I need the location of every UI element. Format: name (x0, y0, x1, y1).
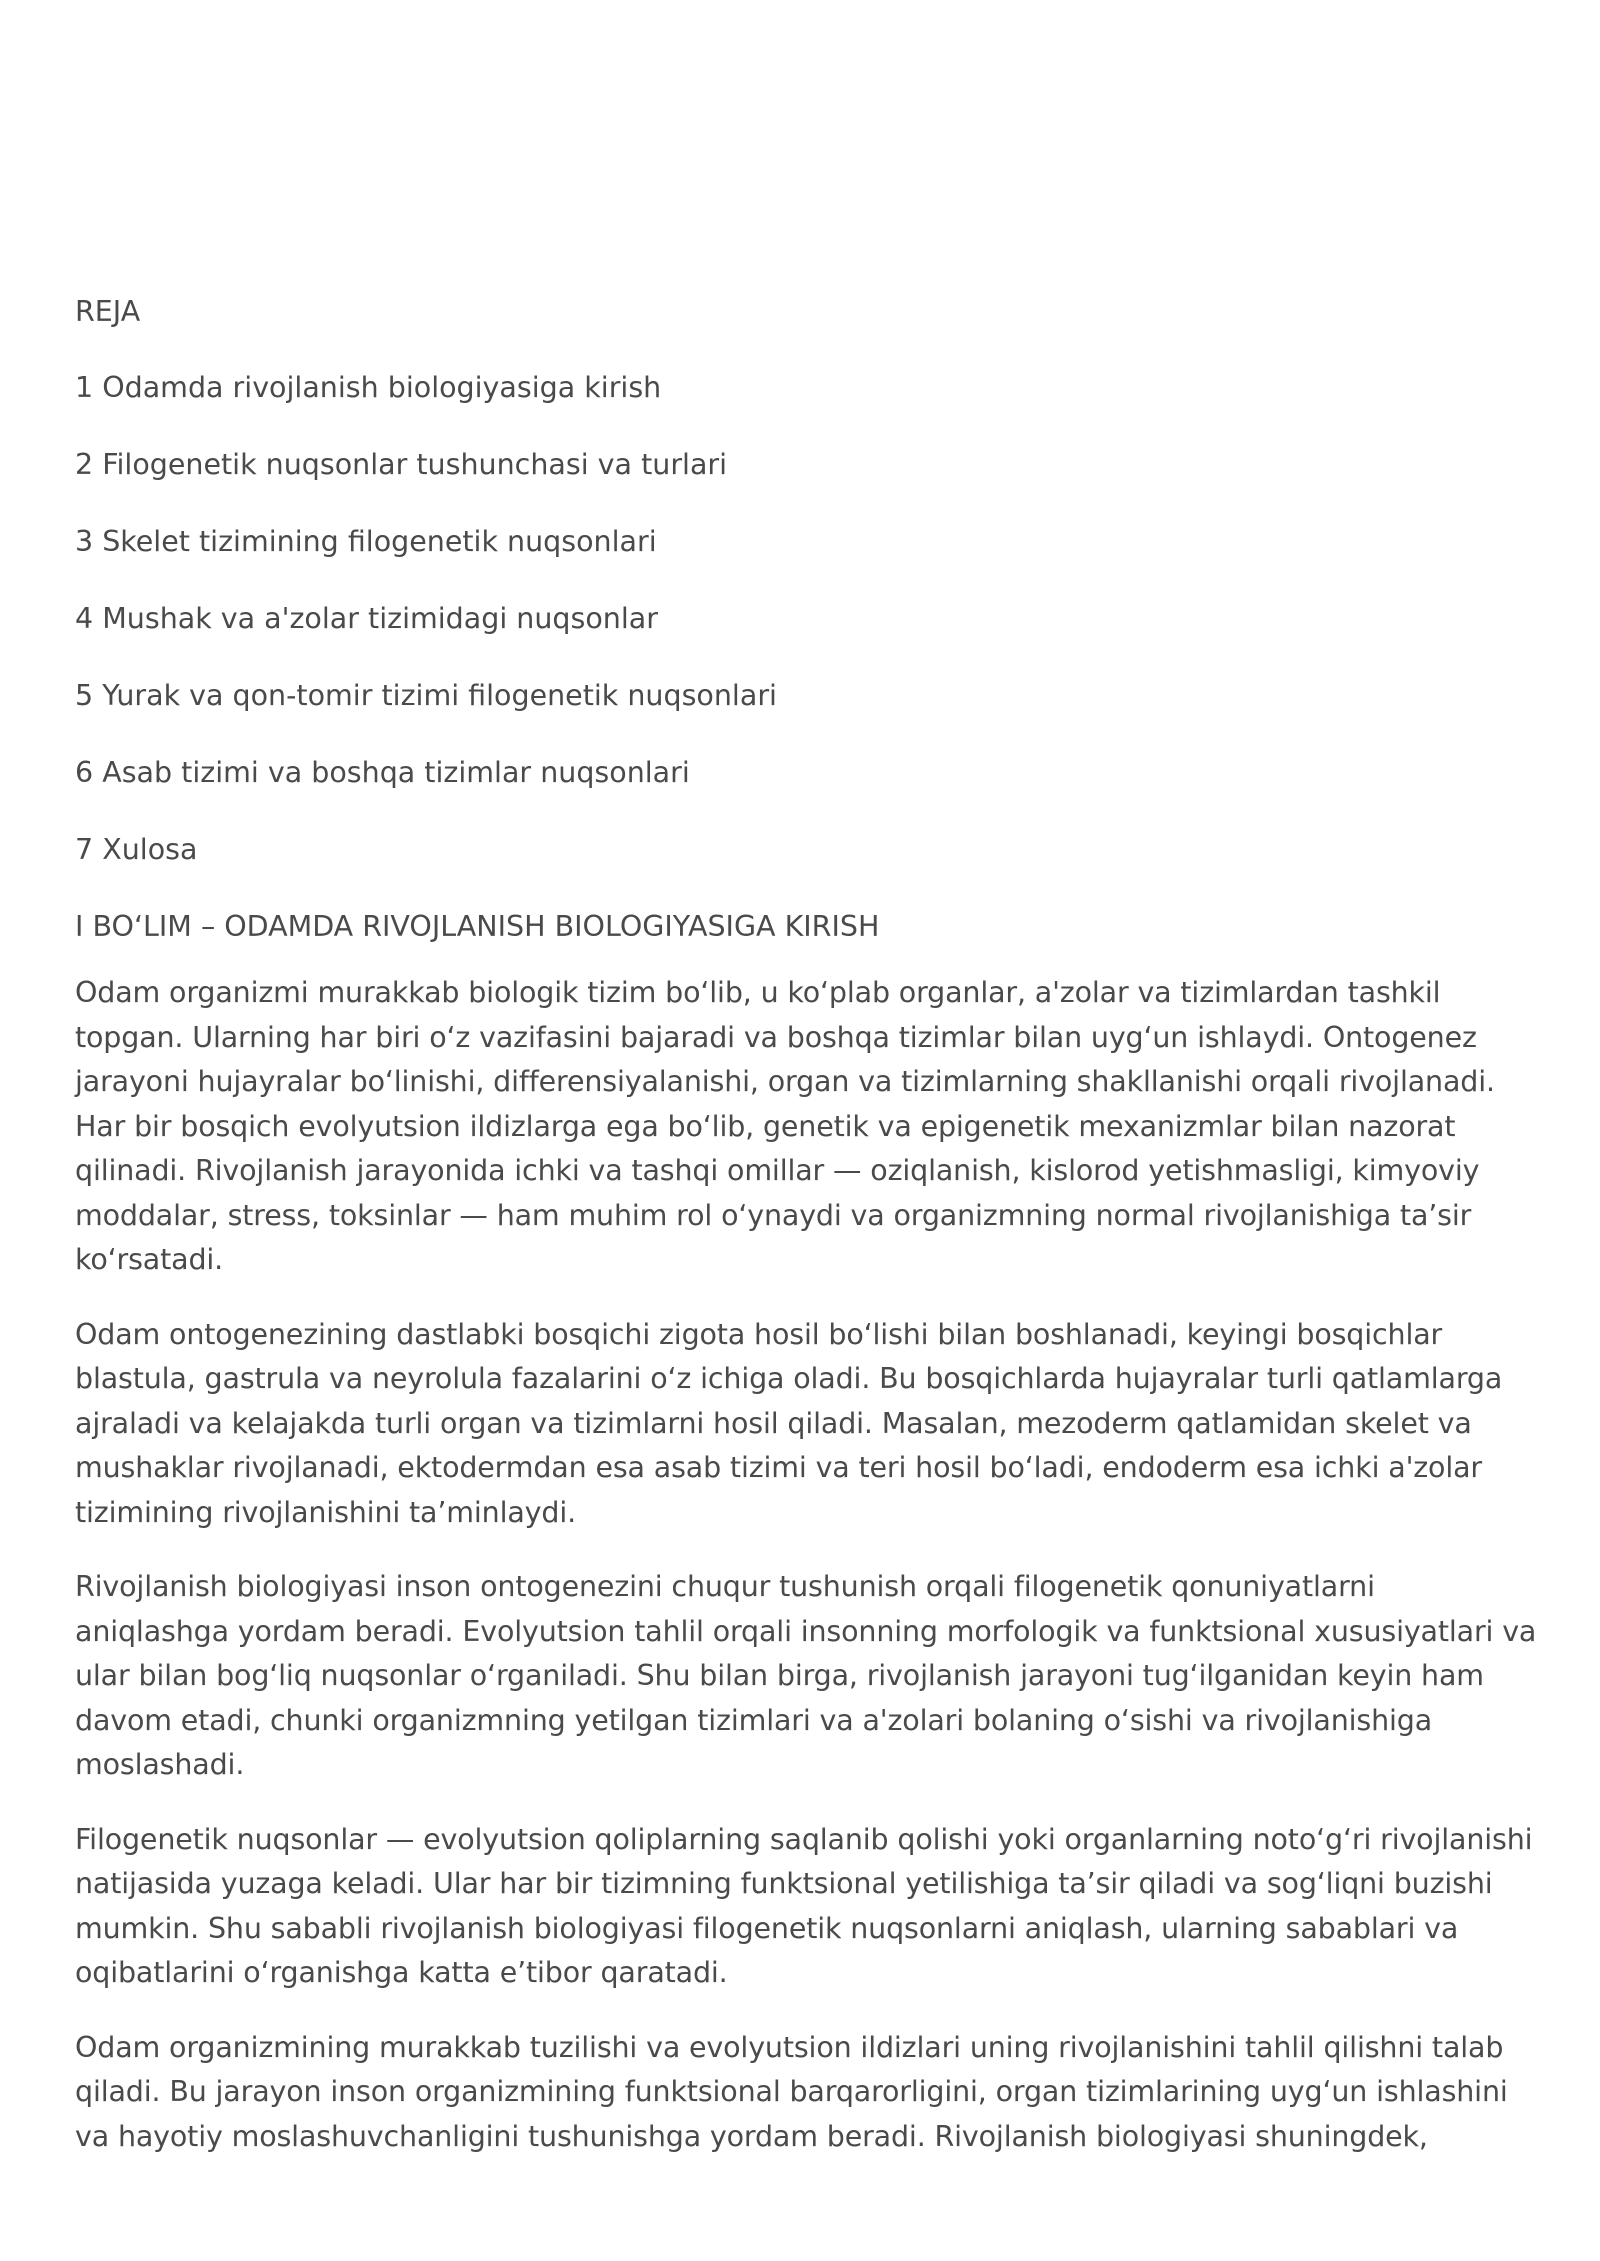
plan-item: 1 Odamda rivojlanish biologiyasiga kirish (75, 371, 662, 404)
plan-item: 6 Asab tizimi va boshqa tizimlar nuqsonlari (75, 756, 690, 789)
document-page (75, 292, 1537, 2189)
plan-item: 4 Mushak va a'zolar tizimidagi nuqsonlar (75, 602, 658, 635)
section-heading: I BO‘LIM – ODAMDA RIVOJLANISH BIOLOGIYASIGA KIRISH (75, 910, 880, 943)
plan-item: 5 Yurak va qon-tomir tizimi filogenetik nuqsonlari (75, 679, 777, 712)
paragraph: Rivojlanish biologiyasi inson ontogenezini chuqur tushunish orqali filogenetik qonuniyatlarni aniqlashga yordam beradi. Evolyutsion tahlil orqali insonning morfologik va funktsional xususiyatlari va ular bilan bog‘liq nuqsonlar o‘rganiladi. Shu bilan birga, rivojlanish jarayoni tug‘ilganidan keyin ham davom etadi, chunki organizmning yetilgan tizimlari va a'zolari bolaning o‘sishi va rivojlanishiga moslashadi. (75, 1570, 1537, 1781)
plan-item: 2 Filogenetik nuqsonlar tushunchasi va turlari (75, 448, 728, 481)
plan-item: 3 Skelet tizimining filogenetik nuqsonlari (75, 525, 657, 558)
paragraph: Odam organizmi murakkab biologik tizim bo‘lib, u ko‘plab organlar, a'zolar va tizimlardan tashkil topgan. Ularning har biri o‘z vazifasini bajaradi va boshqa tizimlar bilan uyg‘un ishlaydi. Ontogenez jarayoni hujayralar bo‘linishi, differensiyalanishi, organ va tizimlarning shakllanishi orqali rivojlanadi. Har bir bosqich evolyutsion ildizlarga ega bo‘lib, genetik va epigenetik mexanizmlar bilan nazorat qilinadi. Rivojlanish jarayonida ichki va tashqi omillar — oziqlanish, kislorod yetishmasligi, kimyoviy moddalar, stress, toksinlar — ham muhim rol o‘ynaydi va organizmning normal rivojlanishiga ta’sir ko‘rsatadi. (75, 976, 1495, 1276)
plan-list (75, 368, 1537, 870)
plan-heading: REJA (75, 295, 141, 328)
paragraph: Odam ontogenezining dastlabki bosqichi zigota hosil bo‘lishi bilan boshlanadi, keyingi bosqichlar blastula, gastrula va neyrolula fazalarini o‘z ichiga oladi. Bu bosqichlarda hujayralar turli qatlamlarga ajraladi va kelajakda turli organ va tizimlarni hosil qiladi. Masalan, mezoderm qatlamidan skelet va mushaklar rivojlanadi, ektodermdan esa asab tizimi va teri hosil bo‘ladi, endoderm esa ichki a'zolar tizimining rivojlanishini ta’minlaydi. (75, 1317, 1503, 1529)
paragraph: Filogenetik nuqsonlar — evolyutsion qoliplarning saqlanib qolishi yoki organlarning noto‘g‘ri rivojlanishi natijasida yuzaga keladi. Ular har bir tizimning funktsional yetilishiga ta’sir qiladi va sog‘liqni buzishi mumkin. Shu sababli rivojlanish biologiyasi filogenetik nuqsonlarni aniqlash, ularning sabablari va oqibatlarini o‘rganishga katta e’tibor qaratadi. (75, 1822, 1533, 1989)
plan-item: 7 Xulosa (75, 833, 198, 866)
paragraph: Odam organizmining murakkab tuzilishi va evolyutsion ildizlari uning rivojlanishini tahlil qilishni talab qiladi. Bu jarayon inson organizmining funktsional barqarorligini, organ tizimlarining uyg‘un ishlashini va hayotiy moslashuvchanligini tushunishga yordam beradi. Rivojlanish biologiyasi shuningdek, (75, 2030, 1508, 2153)
